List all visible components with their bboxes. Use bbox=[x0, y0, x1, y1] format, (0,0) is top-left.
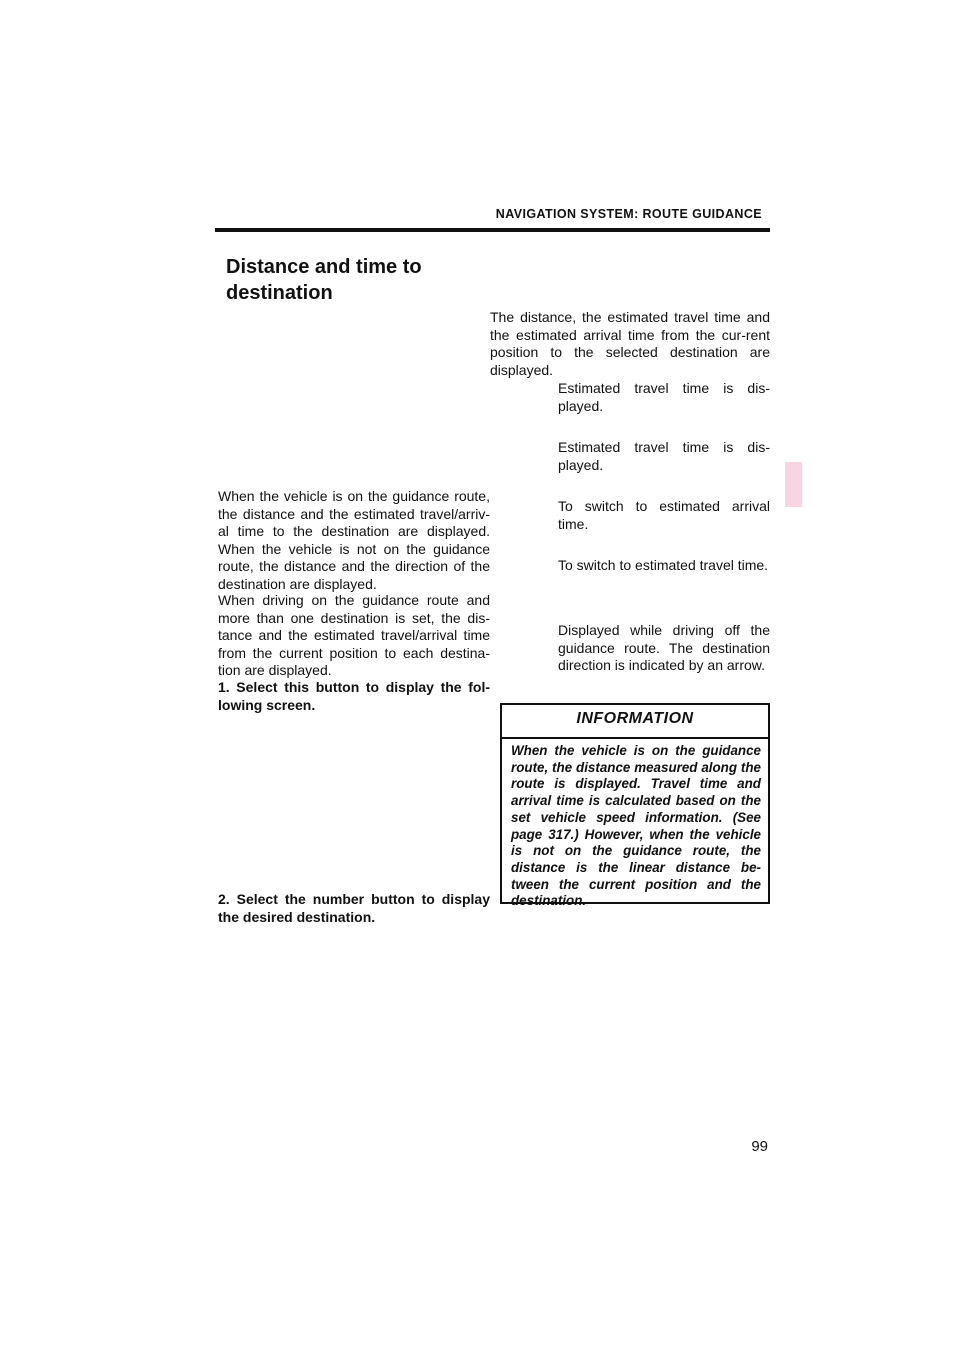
legend-item-4-text: To switch to estimated travel time. bbox=[558, 557, 769, 573]
legend-item-1 bbox=[490, 380, 770, 415]
information-title: INFORMATION bbox=[576, 710, 694, 727]
step-2-text: 2. Select the number button to display the desired destination. bbox=[218, 891, 490, 925]
header-rule bbox=[215, 228, 770, 232]
information-box bbox=[500, 703, 770, 909]
legend-item-2-text: Estimated travel time is dis-played. bbox=[558, 439, 770, 473]
left-para-1-text: When the vehicle is on the guidance route, the distance and the estimated travel/arriv-al time to the destination are displayed. When the vehicle is not on the guidance route, the distance and the direction of the destination are displayed. bbox=[218, 488, 490, 592]
right-intro bbox=[490, 309, 770, 379]
legend-item-2 bbox=[490, 439, 770, 474]
information-text: When the vehicle is on the guidance route, the distance measured along the route is displayed. Travel time and arrival time is calculated based on the set vehicle speed information. (See page 317.) However, when the vehicle is not on the guidance route, the distance is the linear distance be-tween the current position and the destination. bbox=[511, 743, 761, 909]
step-2 bbox=[218, 891, 490, 926]
left-para-2 bbox=[218, 592, 490, 680]
legend-item-3-text: To switch to estimated arrival time. bbox=[558, 498, 770, 532]
page-number: 99 bbox=[751, 1138, 768, 1155]
left-para-2-text: When driving on the guidance route and more than one destination is set, the dis-tance and the estimated travel/arrival time from the current position to each destina-tion are displayed. bbox=[218, 592, 490, 678]
legend-item-3 bbox=[490, 498, 770, 533]
section-tab-marker bbox=[785, 462, 802, 507]
legend-item-5-text: Displayed while driving off the guidance route. The destination direction is indicated by an arrow. bbox=[558, 622, 770, 673]
step-1-text: 1. Select this button to display the fol-lowing screen. bbox=[218, 679, 490, 713]
legend-item-4 bbox=[490, 557, 770, 575]
legend-item-1-text: Estimated travel time is dis-played. bbox=[558, 380, 770, 414]
step-1 bbox=[218, 679, 490, 714]
information-rule bbox=[502, 737, 768, 739]
legend-item-5 bbox=[490, 622, 770, 675]
left-para-1 bbox=[218, 488, 490, 593]
right-intro-text: The distance, the estimated travel time and the estimated arrival time from the cur-rent position to the selected destination are displayed. bbox=[490, 309, 770, 378]
running-header: NAVIGATION SYSTEM: ROUTE GUIDANCE bbox=[495, 207, 762, 221]
section-title: Distance and time to destination bbox=[226, 256, 422, 304]
